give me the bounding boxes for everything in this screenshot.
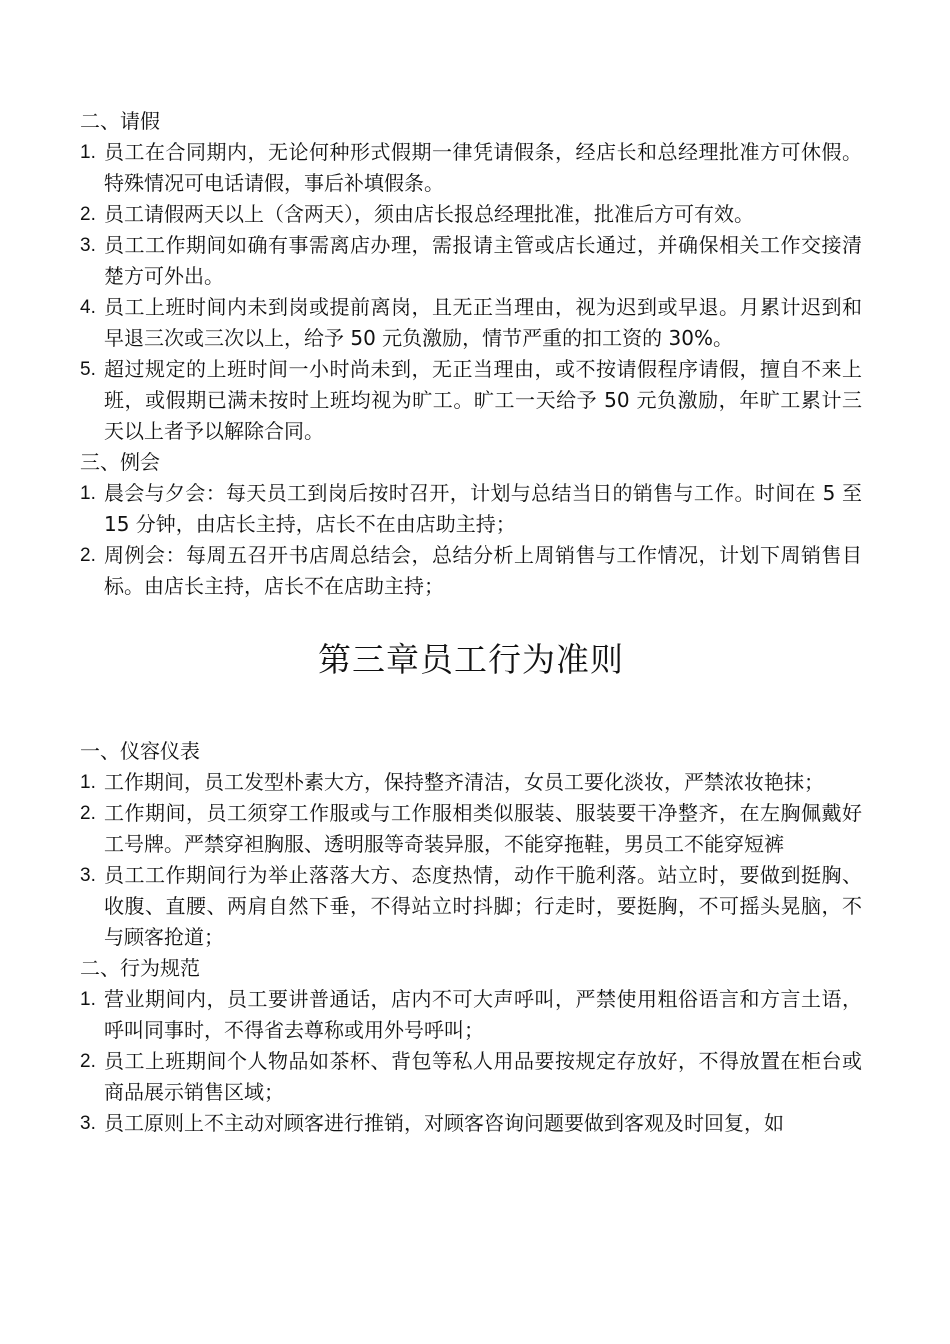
list-item [80,292,862,354]
list-item [80,984,862,1046]
appearance-list [80,767,862,953]
list-item [80,767,862,798]
item-text: 营业期间内，员工要讲普通话，店内不可大声呼叫，严禁使用粗俗语言和方言土语，呼叫同事时，不得省去尊称或用外号呼叫； [104,987,862,1042]
section-appearance [80,736,862,953]
item-number: 1. [80,772,96,793]
list-item [80,199,862,230]
leave-list [80,137,862,447]
item-text: 员工原则上不主动对顾客进行推销，对顾客咨询问题要做到客观及时回复，如 [104,1111,784,1135]
list-item [80,860,862,953]
item-number: 1. [80,483,96,504]
item-number: 3. [80,865,96,886]
item-text: 工作期间，员工须穿工作服或与工作服相类似服装、服装要干净整齐，在左胸佩戴好工号牌。严禁穿袒胸服、透明服等奇装异服，不能穿拖鞋，男员工不能穿短裤 [104,801,862,856]
list-item [80,798,862,860]
list-item [80,540,862,602]
item-text: 员工上班时间内未到岗或提前离岗，且无正当理由，视为迟到或早退。月累计迟到和早退三次或三次以上，给予 50 元负激励，情节严重的扣工资的 30%。 [104,295,862,350]
section-conduct [80,953,862,1139]
section-heading: 一、仪容仪表 [80,739,200,763]
item-text: 周例会：每周五召开书店周总结会，总结分析上周销售与工作情况，计划下周销售目标。由店长主持，店长不在店助主持； [104,543,862,598]
section-leave [80,106,862,447]
item-text: 员工请假两天以上（含两天），须由店长报总经理批准，批准后方可有效。 [104,202,754,226]
item-number: 5. [80,359,96,380]
item-number: 2. [80,803,96,824]
list-item [80,1108,862,1139]
section-heading: 二、行为规范 [80,956,200,980]
item-number: 2. [80,204,96,225]
item-number: 3. [80,1113,96,1134]
item-text: 员工上班期间个人物品如茶杯、背包等私人用品要按规定存放好，不得放置在柜台或商品展示销售区域； [104,1049,862,1104]
section-heading: 二、请假 [80,109,160,133]
section-meetings [80,447,862,602]
item-text: 晨会与夕会：每天员工到岗后按时召开，计划与总结当日的销售与工作。时间在 5 至 15 分钟，由店长主持，店长不在由店助主持； [104,481,862,536]
list-item [80,1046,862,1108]
item-text: 员工在合同期内，无论何种形式假期一律凭请假条，经店长和总经理批准方可休假。特殊情况可电话请假，事后补填假条。 [104,140,862,195]
item-number: 2. [80,1051,96,1072]
chapter-title: 第三章员工行为准则 [318,640,624,679]
item-number: 1. [80,142,96,163]
item-text: 超过规定的上班时间一小时尚未到，无正当理由，或不按请假程序请假，擅自不来上班，或假期已满未按时上班均视为旷工。旷工一天给予 50 元负激励，年旷工累计三天以上者予以解除合同。 [104,357,862,443]
list-item [80,478,862,540]
list-item [80,137,862,199]
item-number: 4. [80,297,96,318]
conduct-list [80,984,862,1139]
item-number: 2. [80,545,96,566]
meetings-list [80,478,862,602]
item-text: 员工工作期间行为举止落落大方、态度热情，动作干脆利落。站立时，要做到挺胸、收腹、直腰、两肩自然下垂，不得站立时抖脚；行走时，要挺胸，不可摇头晃脑，不与顾客抢道； [104,863,862,949]
item-text: 员工工作期间如确有事需离店办理，需报请主管或店长通过，并确保相关工作交接清楚方可外出。 [104,233,862,288]
item-text: 工作期间，员工发型朴素大方，保持整齐清洁，女员工要化淡妆，严禁浓妆艳抹； [104,770,824,794]
document-content [80,106,862,1139]
item-number: 3. [80,235,96,256]
item-number: 1. [80,989,96,1010]
list-item [80,354,862,447]
list-item [80,230,862,292]
section-heading: 三、例会 [80,450,160,474]
